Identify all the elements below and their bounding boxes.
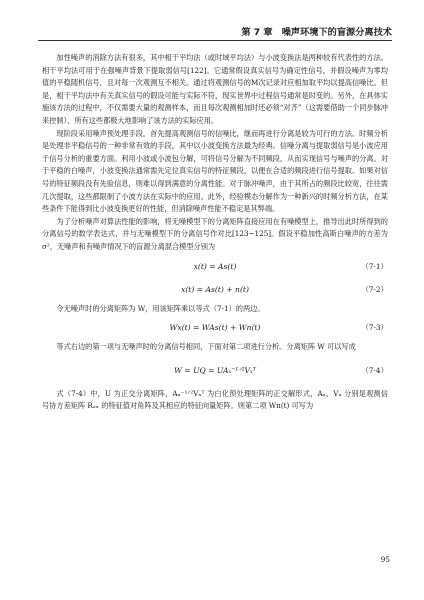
paragraph: 为了分析噪声对算法性能的影响，将无噪模型下的分离矩阵直接应用在有噪模型上，推导出此时所得到的分离信号的数学表达式，并与无噪模型下的分离信号作对比[123~125]。假设平稳加性高斯白噪声的方差为σ²，无噪声和有噪声情况下的盲源分离混合模型分别为 (42, 216, 388, 251)
running-header (38, 24, 392, 41)
equation-number: （7-4） (361, 365, 388, 375)
chapter-number: 第 7 章 (241, 27, 273, 38)
paragraph: 现阶段采用噪声预处理手段，首先提高观测信号的信噪比，继而再进行分离是较为可行的方法。时频分析是处理非平稳信号的一种非常有效的手段，其中以小波变换方法最为经典。信噪分离与提取弱信号是小波应用于信号分析的重要方面。利用小波或小波包分解，可将信号分解为不同频段，从而实现信号与噪声的分离。对于平稳的白噪声，小波变换法通常需先定位真实信号的特征频段，以便在合适的频段进行信号提取。如果对信号的特征频段没有先验信息，则难以得到满意的分离性能。对于脉冲噪声，由于其所占的频段比较宽，往往需几次提取，这些都限制了小波方法在实际中的应用。此外，经验模态分解作为一种新兴的时频分析方法，在某些条件下能得到比小波变换更好的性能，但消除噪声性能不稳定是其弊端。 (42, 128, 388, 214)
paragraph: 等式右边的第一项与无噪声时的分离信号相同，下面对第二项进行分析。分离矩阵 W 可以写成 (56, 342, 356, 352)
chapter-title: 噪声环境下的盲源分离技术 (281, 27, 392, 38)
equation-expression: Wx(t) = WAs(t) + Wn(t) (169, 323, 261, 333)
equation-expression: x(t) = As(t) + n(t) (181, 284, 249, 294)
equation-number: （7-1） (361, 261, 388, 271)
equation-number: （7-2） (361, 284, 388, 294)
equation (42, 357, 388, 385)
equation-expression: x(t) = As(t) (193, 261, 237, 271)
page-number: 95 (380, 555, 390, 564)
paragraph: 令无噪声时的分离矩阵为 W，用该矩阵乘以等式（7-1）的两边。 (56, 303, 265, 313)
equation-number: （7-3） (361, 323, 388, 333)
equation (42, 318, 388, 338)
equation-expression: W = UQ = UAₓ⁻¹ᐟ²Vₓᵀ (174, 365, 256, 375)
equation (42, 280, 388, 300)
paragraph: 加性噪声的消除方法有很多，其中相干平均法（或时域平均法）与小波变换法是两种较有代表性的方法。相干平均法可用于在强噪声背景下提取弱信号[122]。它通常假设真实信号为确定性信号，并假设噪声为零均值的平稳随机信号，且对每一次观测互不相关。通过将观测信号的M次记录对应相加取平均以提高信噪比。但是，相干平均法中有关真实信号的假设可能与实际不符，现实世界中过程信号通常是时变的。另外，在具体实施该方法的过程中，不仅需要大量的观测样本，而且每次观测相加时还必须“对齐”（这需要借助一个同步脉冲来控制），所有这些都极大地影响了该方法的实际应用。 (42, 53, 388, 125)
page-body (42, 52, 388, 413)
equation (42, 257, 388, 277)
paragraph: 式（7-4）中，U 为正交分离矩阵，Aₓ⁻¹ᐟ²Vₓᵀ 为白化预处理矩阵的正交解形式，Aₓ、Vₓ 分别是观测信号协方差矩阵 Rₓₓ 的特征值对角阵及其相应的特征向量矩阵。则第二项 Wn(t) 可写为 (42, 388, 388, 411)
